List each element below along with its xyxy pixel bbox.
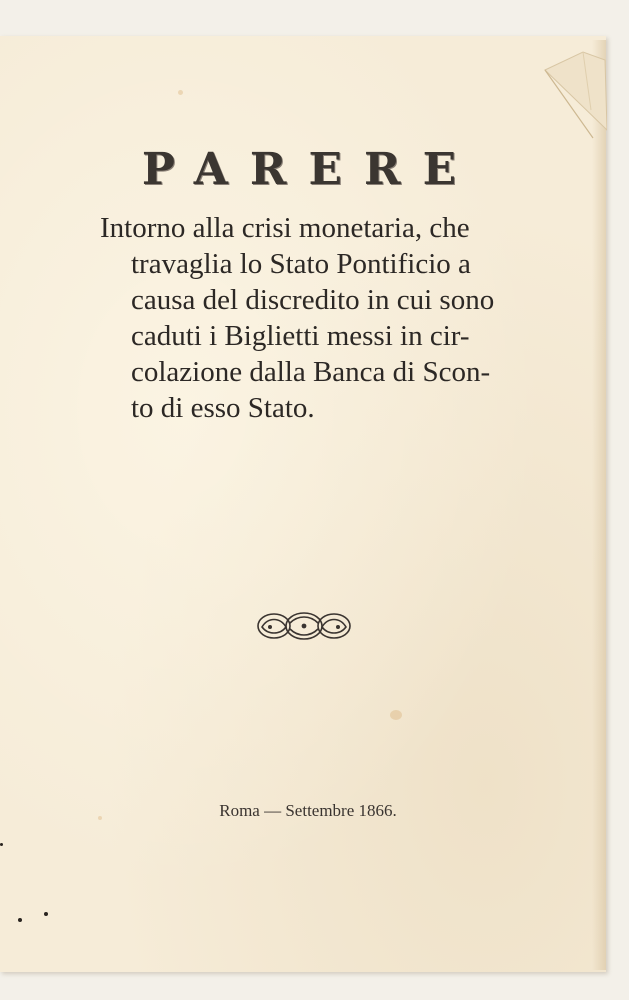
subtitle-line: travaglia lo Stato Pontificio a xyxy=(131,248,471,280)
pamphlet-page xyxy=(0,36,606,972)
paper-stain xyxy=(390,710,402,720)
dust-speck xyxy=(18,918,22,922)
paper-stain xyxy=(178,90,183,95)
page-edge-shadow xyxy=(592,40,606,970)
page-title: PARERE xyxy=(141,144,479,195)
subtitle-line: Intorno alla crisi monetaria, che xyxy=(100,212,470,244)
subtitle-line: caduti i Biglietti messi in cir- xyxy=(131,320,470,352)
dust-speck xyxy=(0,843,3,846)
dust-speck xyxy=(44,912,48,916)
subtitle-line: to di esso Stato. xyxy=(131,392,315,424)
fleuron-ornament-icon xyxy=(254,609,354,643)
subtitle-line: colazione dalla Banca di Scon- xyxy=(131,356,491,388)
folded-corner-icon xyxy=(535,50,607,140)
imprint-line: Roma — Settembre 1866. xyxy=(219,801,397,820)
subtitle-paragraph xyxy=(100,210,530,426)
subtitle-line: causa del discredito in cui sono xyxy=(131,284,495,316)
